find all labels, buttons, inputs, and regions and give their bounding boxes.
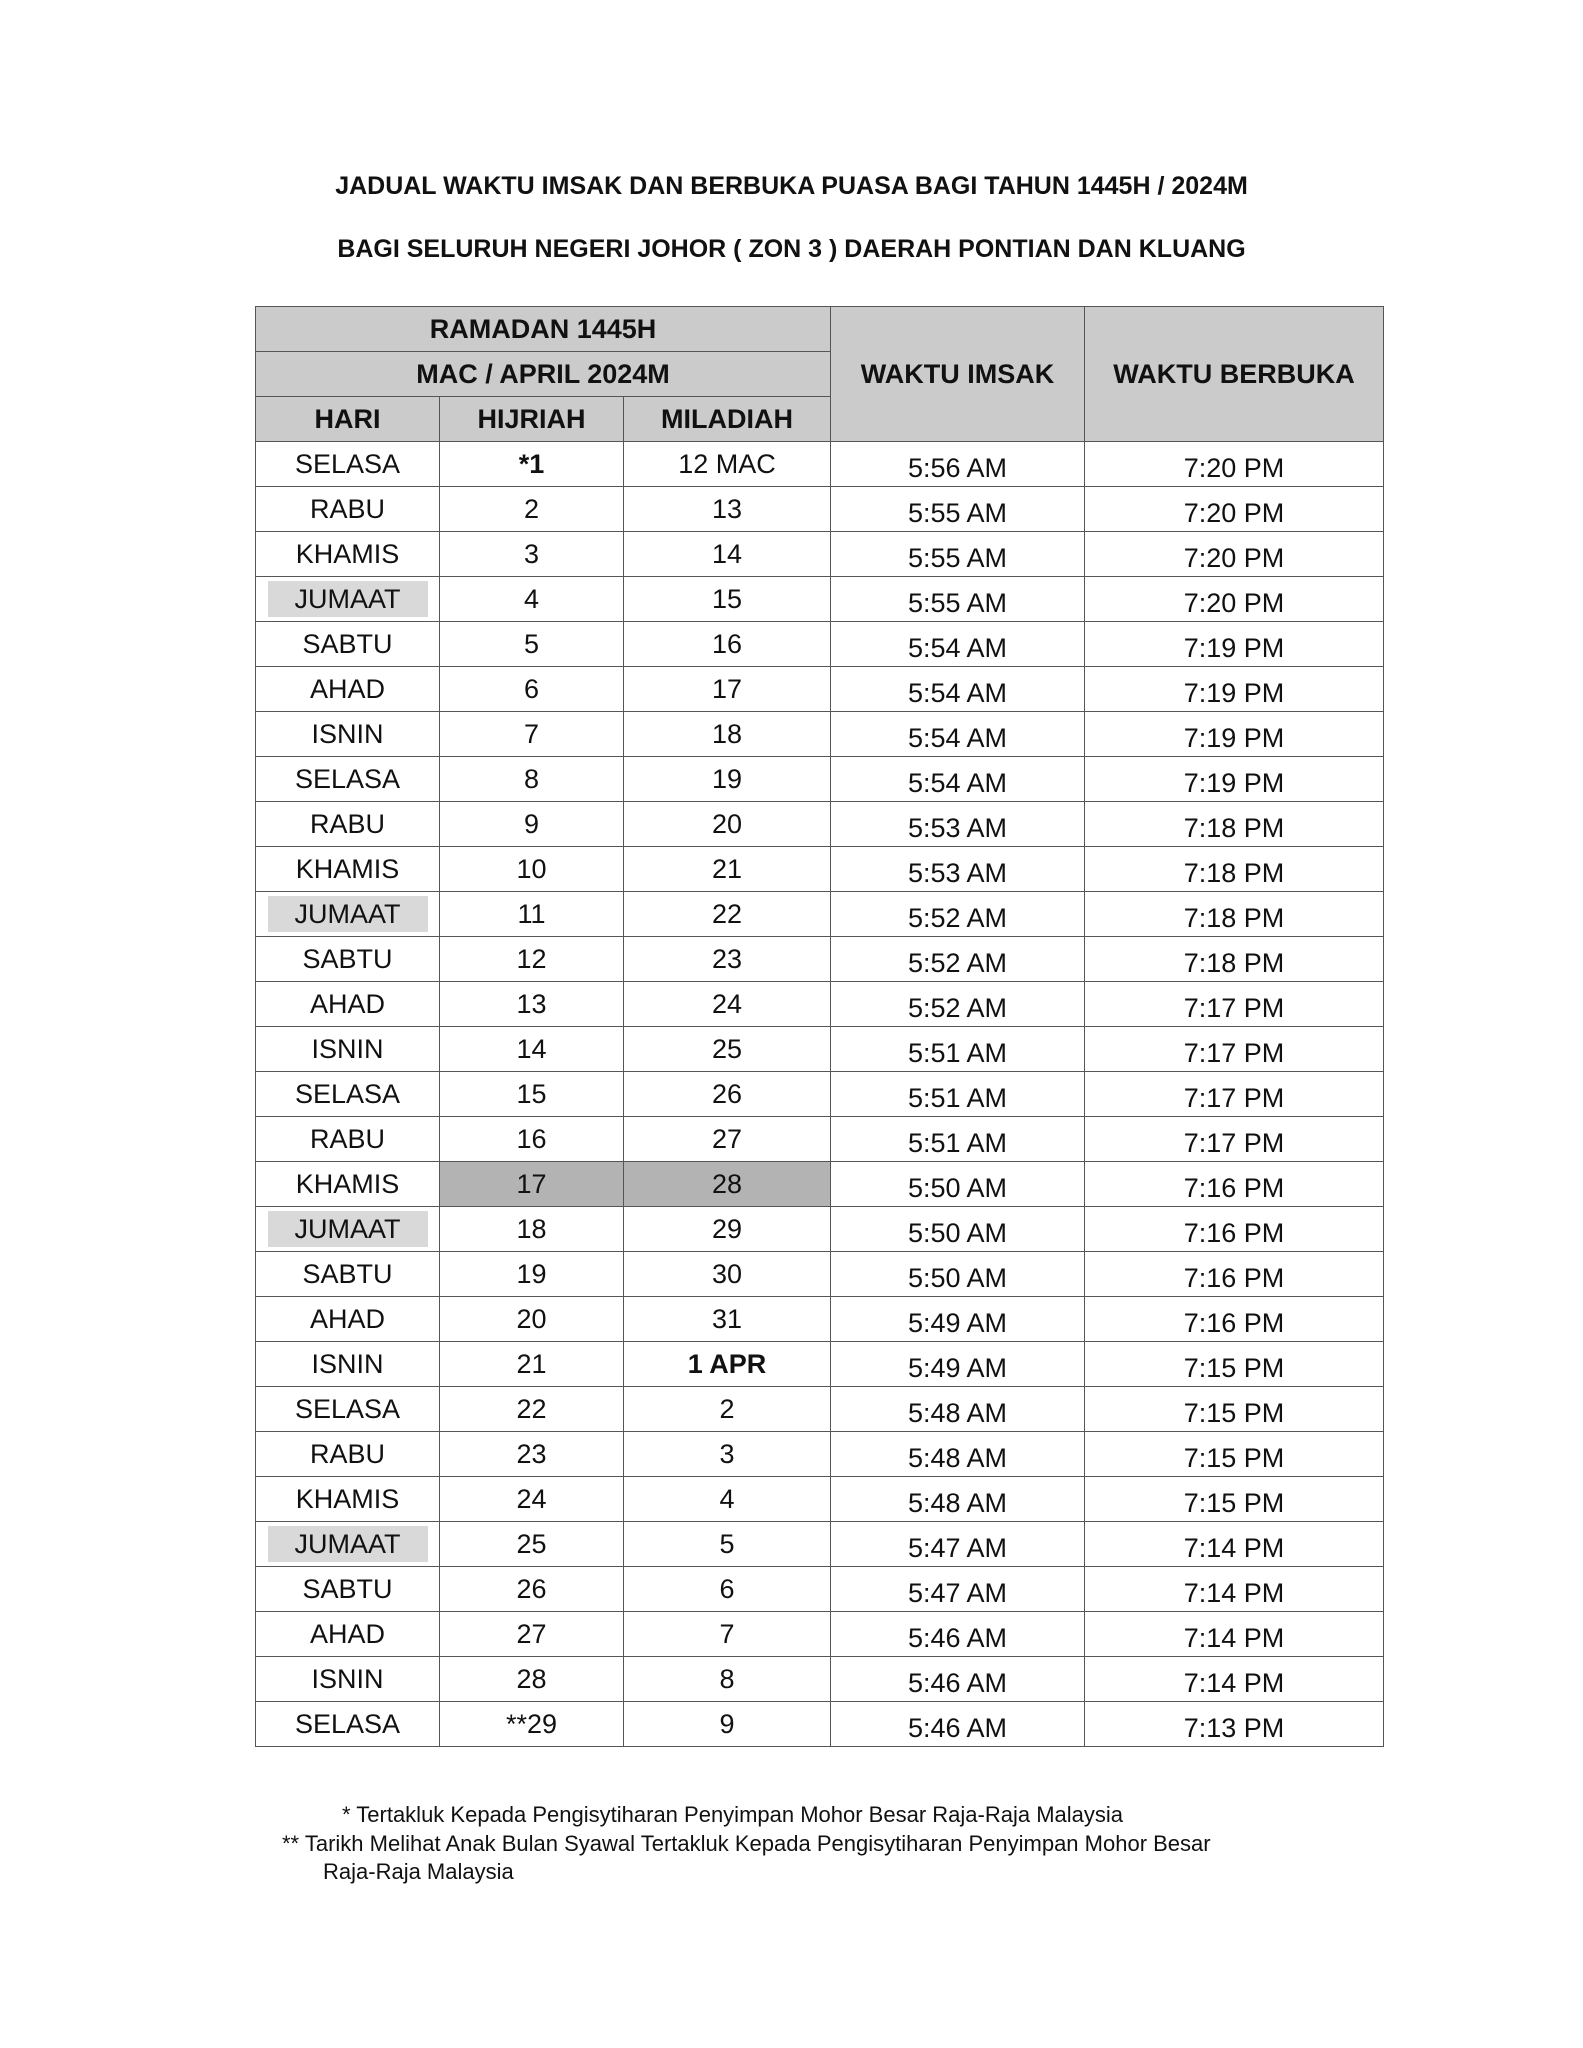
cell-imsak: 5:47 AM bbox=[831, 1522, 1085, 1567]
cell-hijriah: **29 bbox=[440, 1702, 624, 1747]
cell-berbuka: 7:16 PM bbox=[1085, 1297, 1384, 1342]
cell-berbuka: 7:15 PM bbox=[1085, 1432, 1384, 1477]
cell-hijriah: 21 bbox=[440, 1342, 624, 1387]
cell-berbuka: 7:20 PM bbox=[1085, 487, 1384, 532]
cell-hijriah: 4 bbox=[440, 577, 624, 622]
cell-hijriah: 3 bbox=[440, 532, 624, 577]
cell-imsak: 5:54 AM bbox=[831, 622, 1085, 667]
table-row bbox=[256, 1117, 1384, 1162]
cell-hijriah bbox=[440, 442, 624, 487]
cell-berbuka: 7:18 PM bbox=[1085, 892, 1384, 937]
cell-miladiah: 28 bbox=[624, 1162, 831, 1207]
schedule-body bbox=[256, 442, 1384, 1747]
cell-hari: AHAD bbox=[256, 982, 440, 1027]
cell-imsak: 5:50 AM bbox=[831, 1207, 1085, 1252]
cell-berbuka: 7:15 PM bbox=[1085, 1387, 1384, 1432]
cell-imsak: 5:51 AM bbox=[831, 1072, 1085, 1117]
table-row bbox=[256, 757, 1384, 802]
schedule-table bbox=[255, 306, 1384, 1747]
cell-berbuka: 7:15 PM bbox=[1085, 1477, 1384, 1522]
header-imsak: WAKTU IMSAK bbox=[831, 307, 1085, 442]
header-hari: HARI bbox=[256, 397, 440, 442]
cell-imsak: 5:48 AM bbox=[831, 1387, 1085, 1432]
cell-imsak: 5:53 AM bbox=[831, 802, 1085, 847]
cell-imsak: 5:54 AM bbox=[831, 712, 1085, 757]
cell-berbuka: 7:20 PM bbox=[1085, 532, 1384, 577]
cell-miladiah: 15 bbox=[624, 577, 831, 622]
cell-hari: SELASA bbox=[256, 1702, 440, 1747]
cell-imsak: 5:56 AM bbox=[831, 442, 1085, 487]
cell-hijriah: 6 bbox=[440, 667, 624, 712]
cell-hari: RABU bbox=[256, 802, 440, 847]
cell-hijriah: 22 bbox=[440, 1387, 624, 1432]
cell-hijriah: 8 bbox=[440, 757, 624, 802]
cell-hijriah: 14 bbox=[440, 1027, 624, 1072]
cell-hari bbox=[256, 577, 440, 622]
header-berbuka: WAKTU BERBUKA bbox=[1085, 307, 1384, 442]
header-ramadan: RAMADAN 1445H bbox=[256, 307, 831, 352]
cell-imsak: 5:50 AM bbox=[831, 1252, 1085, 1297]
cell-hari: AHAD bbox=[256, 667, 440, 712]
friday-highlight: JUMAAT bbox=[268, 581, 428, 617]
cell-miladiah: 26 bbox=[624, 1072, 831, 1117]
cell-hijriah: 10 bbox=[440, 847, 624, 892]
document-title: JADUAL WAKTU IMSAK DAN BERBUKA PUASA BAGI TAHUN 1445H / 2024M bbox=[335, 172, 1248, 200]
table-row bbox=[256, 1342, 1384, 1387]
cell-miladiah bbox=[624, 1342, 831, 1387]
cell-hari: SABTU bbox=[256, 937, 440, 982]
cell-hijriah: 15 bbox=[440, 1072, 624, 1117]
cell-hijriah: 20 bbox=[440, 1297, 624, 1342]
table-row bbox=[256, 532, 1384, 577]
cell-hari: KHAMIS bbox=[256, 1162, 440, 1207]
cell-hari: ISNIN bbox=[256, 1657, 440, 1702]
table-row bbox=[256, 1612, 1384, 1657]
cell-miladiah: 22 bbox=[624, 892, 831, 937]
cell-miladiah: 4 bbox=[624, 1477, 831, 1522]
cell-hijriah: 18 bbox=[440, 1207, 624, 1252]
cell-hijriah: 2 bbox=[440, 487, 624, 532]
cell-berbuka: 7:13 PM bbox=[1085, 1702, 1384, 1747]
table-row bbox=[256, 1027, 1384, 1072]
cell-miladiah: 18 bbox=[624, 712, 831, 757]
cell-berbuka: 7:19 PM bbox=[1085, 667, 1384, 712]
table-row bbox=[256, 937, 1384, 982]
cell-imsak: 5:48 AM bbox=[831, 1432, 1085, 1477]
friday-highlight: JUMAAT bbox=[268, 1526, 428, 1562]
cell-miladiah: 13 bbox=[624, 487, 831, 532]
cell-hijriah: 19 bbox=[440, 1252, 624, 1297]
cell-hari: SABTU bbox=[256, 1567, 440, 1612]
cell-miladiah: 9 bbox=[624, 1702, 831, 1747]
header-months: MAC / APRIL 2024M bbox=[256, 352, 831, 397]
cell-berbuka: 7:20 PM bbox=[1085, 442, 1384, 487]
cell-imsak: 5:54 AM bbox=[831, 667, 1085, 712]
cell-imsak: 5:46 AM bbox=[831, 1657, 1085, 1702]
cell-hari: SELASA bbox=[256, 442, 440, 487]
cell-berbuka: 7:17 PM bbox=[1085, 1117, 1384, 1162]
cell-miladiah: 31 bbox=[624, 1297, 831, 1342]
table-row bbox=[256, 1207, 1384, 1252]
cell-hijriah: 23 bbox=[440, 1432, 624, 1477]
cell-imsak: 5:46 AM bbox=[831, 1702, 1085, 1747]
table-row bbox=[256, 1567, 1384, 1612]
cell-berbuka: 7:14 PM bbox=[1085, 1612, 1384, 1657]
table-row bbox=[256, 442, 1384, 487]
cell-hijriah: 11 bbox=[440, 892, 624, 937]
footnote-1: * Tertakluk Kepada Pengisytiharan Penyimpan Mohor Besar Raja-Raja Malaysia bbox=[342, 1802, 1123, 1827]
cell-hari: KHAMIS bbox=[256, 1477, 440, 1522]
cell-imsak: 5:50 AM bbox=[831, 1162, 1085, 1207]
cell-miladiah: 2 bbox=[624, 1387, 831, 1432]
cell-hari: RABU bbox=[256, 1117, 440, 1162]
cell-hari bbox=[256, 1207, 440, 1252]
cell-hijriah: 24 bbox=[440, 1477, 624, 1522]
cell-hijriah: 9 bbox=[440, 802, 624, 847]
cell-hari: KHAMIS bbox=[256, 532, 440, 577]
footnote-2: ** Tarikh Melihat Anak Bulan Syawal Tertakluk Kepada Pengisytiharan Penyimpan Mohor Besar bbox=[282, 1831, 1211, 1856]
cell-berbuka: 7:14 PM bbox=[1085, 1657, 1384, 1702]
table-row bbox=[256, 712, 1384, 757]
cell-imsak: 5:49 AM bbox=[831, 1297, 1085, 1342]
table-row bbox=[256, 1477, 1384, 1522]
cell-hijriah: 26 bbox=[440, 1567, 624, 1612]
cell-imsak: 5:48 AM bbox=[831, 1477, 1085, 1522]
table-row bbox=[256, 1657, 1384, 1702]
cell-hijriah: 28 bbox=[440, 1657, 624, 1702]
cell-imsak: 5:52 AM bbox=[831, 937, 1085, 982]
table-row bbox=[256, 1702, 1384, 1747]
table-row bbox=[256, 1522, 1384, 1567]
cell-berbuka: 7:19 PM bbox=[1085, 622, 1384, 667]
bold-value: 1 APR bbox=[687, 1348, 767, 1379]
cell-hijriah: 5 bbox=[440, 622, 624, 667]
cell-imsak: 5:49 AM bbox=[831, 1342, 1085, 1387]
cell-berbuka: 7:18 PM bbox=[1085, 847, 1384, 892]
cell-miladiah: 16 bbox=[624, 622, 831, 667]
cell-berbuka: 7:18 PM bbox=[1085, 802, 1384, 847]
cell-hari: RABU bbox=[256, 1432, 440, 1477]
cell-berbuka: 7:14 PM bbox=[1085, 1567, 1384, 1612]
cell-berbuka: 7:17 PM bbox=[1085, 1072, 1384, 1117]
friday-highlight: JUMAAT bbox=[268, 896, 428, 932]
cell-imsak: 5:55 AM bbox=[831, 532, 1085, 577]
cell-miladiah: 23 bbox=[624, 937, 831, 982]
cell-imsak: 5:55 AM bbox=[831, 577, 1085, 622]
cell-hari: RABU bbox=[256, 487, 440, 532]
cell-berbuka: 7:14 PM bbox=[1085, 1522, 1384, 1567]
cell-berbuka: 7:17 PM bbox=[1085, 1027, 1384, 1072]
header-hijriah: HIJRIAH bbox=[440, 397, 624, 442]
cell-miladiah: 5 bbox=[624, 1522, 831, 1567]
cell-miladiah: 14 bbox=[624, 532, 831, 577]
cell-miladiah: 17 bbox=[624, 667, 831, 712]
cell-hari: AHAD bbox=[256, 1297, 440, 1342]
cell-berbuka: 7:16 PM bbox=[1085, 1207, 1384, 1252]
table-row bbox=[256, 1297, 1384, 1342]
header-miladiah: MILADIAH bbox=[624, 397, 831, 442]
table-row bbox=[256, 667, 1384, 712]
cell-hari: ISNIN bbox=[256, 1027, 440, 1072]
cell-imsak: 5:47 AM bbox=[831, 1567, 1085, 1612]
cell-hijriah: 13 bbox=[440, 982, 624, 1027]
cell-hari bbox=[256, 892, 440, 937]
cell-hijriah: 7 bbox=[440, 712, 624, 757]
table-row bbox=[256, 577, 1384, 622]
cell-miladiah: 27 bbox=[624, 1117, 831, 1162]
cell-hijriah: 17 bbox=[440, 1162, 624, 1207]
cell-hari bbox=[256, 1522, 440, 1567]
table-row bbox=[256, 1432, 1384, 1477]
cell-berbuka: 7:16 PM bbox=[1085, 1252, 1384, 1297]
cell-miladiah: 8 bbox=[624, 1657, 831, 1702]
cell-imsak: 5:51 AM bbox=[831, 1117, 1085, 1162]
table-row bbox=[256, 847, 1384, 892]
cell-imsak: 5:55 AM bbox=[831, 487, 1085, 532]
table-row bbox=[256, 1162, 1384, 1207]
cell-hari: SABTU bbox=[256, 1252, 440, 1297]
table-row bbox=[256, 1387, 1384, 1432]
cell-berbuka: 7:18 PM bbox=[1085, 937, 1384, 982]
cell-miladiah: 20 bbox=[624, 802, 831, 847]
cell-miladiah: 12 MAC bbox=[624, 442, 831, 487]
cell-hari: SELASA bbox=[256, 1072, 440, 1117]
cell-berbuka: 7:16 PM bbox=[1085, 1162, 1384, 1207]
cell-imsak: 5:52 AM bbox=[831, 982, 1085, 1027]
cell-hari: ISNIN bbox=[256, 712, 440, 757]
cell-hari: SELASA bbox=[256, 757, 440, 802]
table-row bbox=[256, 487, 1384, 532]
cell-berbuka: 7:19 PM bbox=[1085, 757, 1384, 802]
cell-berbuka: 7:20 PM bbox=[1085, 577, 1384, 622]
cell-hijriah: 12 bbox=[440, 937, 624, 982]
cell-miladiah: 25 bbox=[624, 1027, 831, 1072]
cell-berbuka: 7:19 PM bbox=[1085, 712, 1384, 757]
table-row bbox=[256, 622, 1384, 667]
table-row bbox=[256, 1072, 1384, 1117]
cell-miladiah: 24 bbox=[624, 982, 831, 1027]
table-row bbox=[256, 802, 1384, 847]
cell-miladiah: 19 bbox=[624, 757, 831, 802]
cell-hijriah: 27 bbox=[440, 1612, 624, 1657]
cell-imsak: 5:52 AM bbox=[831, 892, 1085, 937]
cell-berbuka: 7:15 PM bbox=[1085, 1342, 1384, 1387]
cell-hari: KHAMIS bbox=[256, 847, 440, 892]
cell-hijriah: 25 bbox=[440, 1522, 624, 1567]
cell-miladiah: 6 bbox=[624, 1567, 831, 1612]
cell-imsak: 5:54 AM bbox=[831, 757, 1085, 802]
table-row bbox=[256, 982, 1384, 1027]
table-row bbox=[256, 1252, 1384, 1297]
document-subtitle: BAGI SELURUH NEGERI JOHOR ( ZON 3 ) DAERAH PONTIAN DAN KLUANG bbox=[337, 235, 1246, 263]
cell-hari: SABTU bbox=[256, 622, 440, 667]
cell-hari: SELASA bbox=[256, 1387, 440, 1432]
footnote-2-cont: Raja-Raja Malaysia bbox=[323, 1859, 514, 1884]
friday-highlight: JUMAAT bbox=[268, 1211, 428, 1247]
cell-imsak: 5:53 AM bbox=[831, 847, 1085, 892]
cell-imsak: 5:46 AM bbox=[831, 1612, 1085, 1657]
bold-value: *1 bbox=[518, 448, 545, 479]
cell-berbuka: 7:17 PM bbox=[1085, 982, 1384, 1027]
cell-miladiah: 21 bbox=[624, 847, 831, 892]
table-row bbox=[256, 892, 1384, 937]
cell-miladiah: 30 bbox=[624, 1252, 831, 1297]
cell-hari: ISNIN bbox=[256, 1342, 440, 1387]
cell-miladiah: 7 bbox=[624, 1612, 831, 1657]
cell-miladiah: 29 bbox=[624, 1207, 831, 1252]
cell-miladiah: 3 bbox=[624, 1432, 831, 1477]
cell-imsak: 5:51 AM bbox=[831, 1027, 1085, 1072]
cell-hijriah: 16 bbox=[440, 1117, 624, 1162]
cell-hari: AHAD bbox=[256, 1612, 440, 1657]
